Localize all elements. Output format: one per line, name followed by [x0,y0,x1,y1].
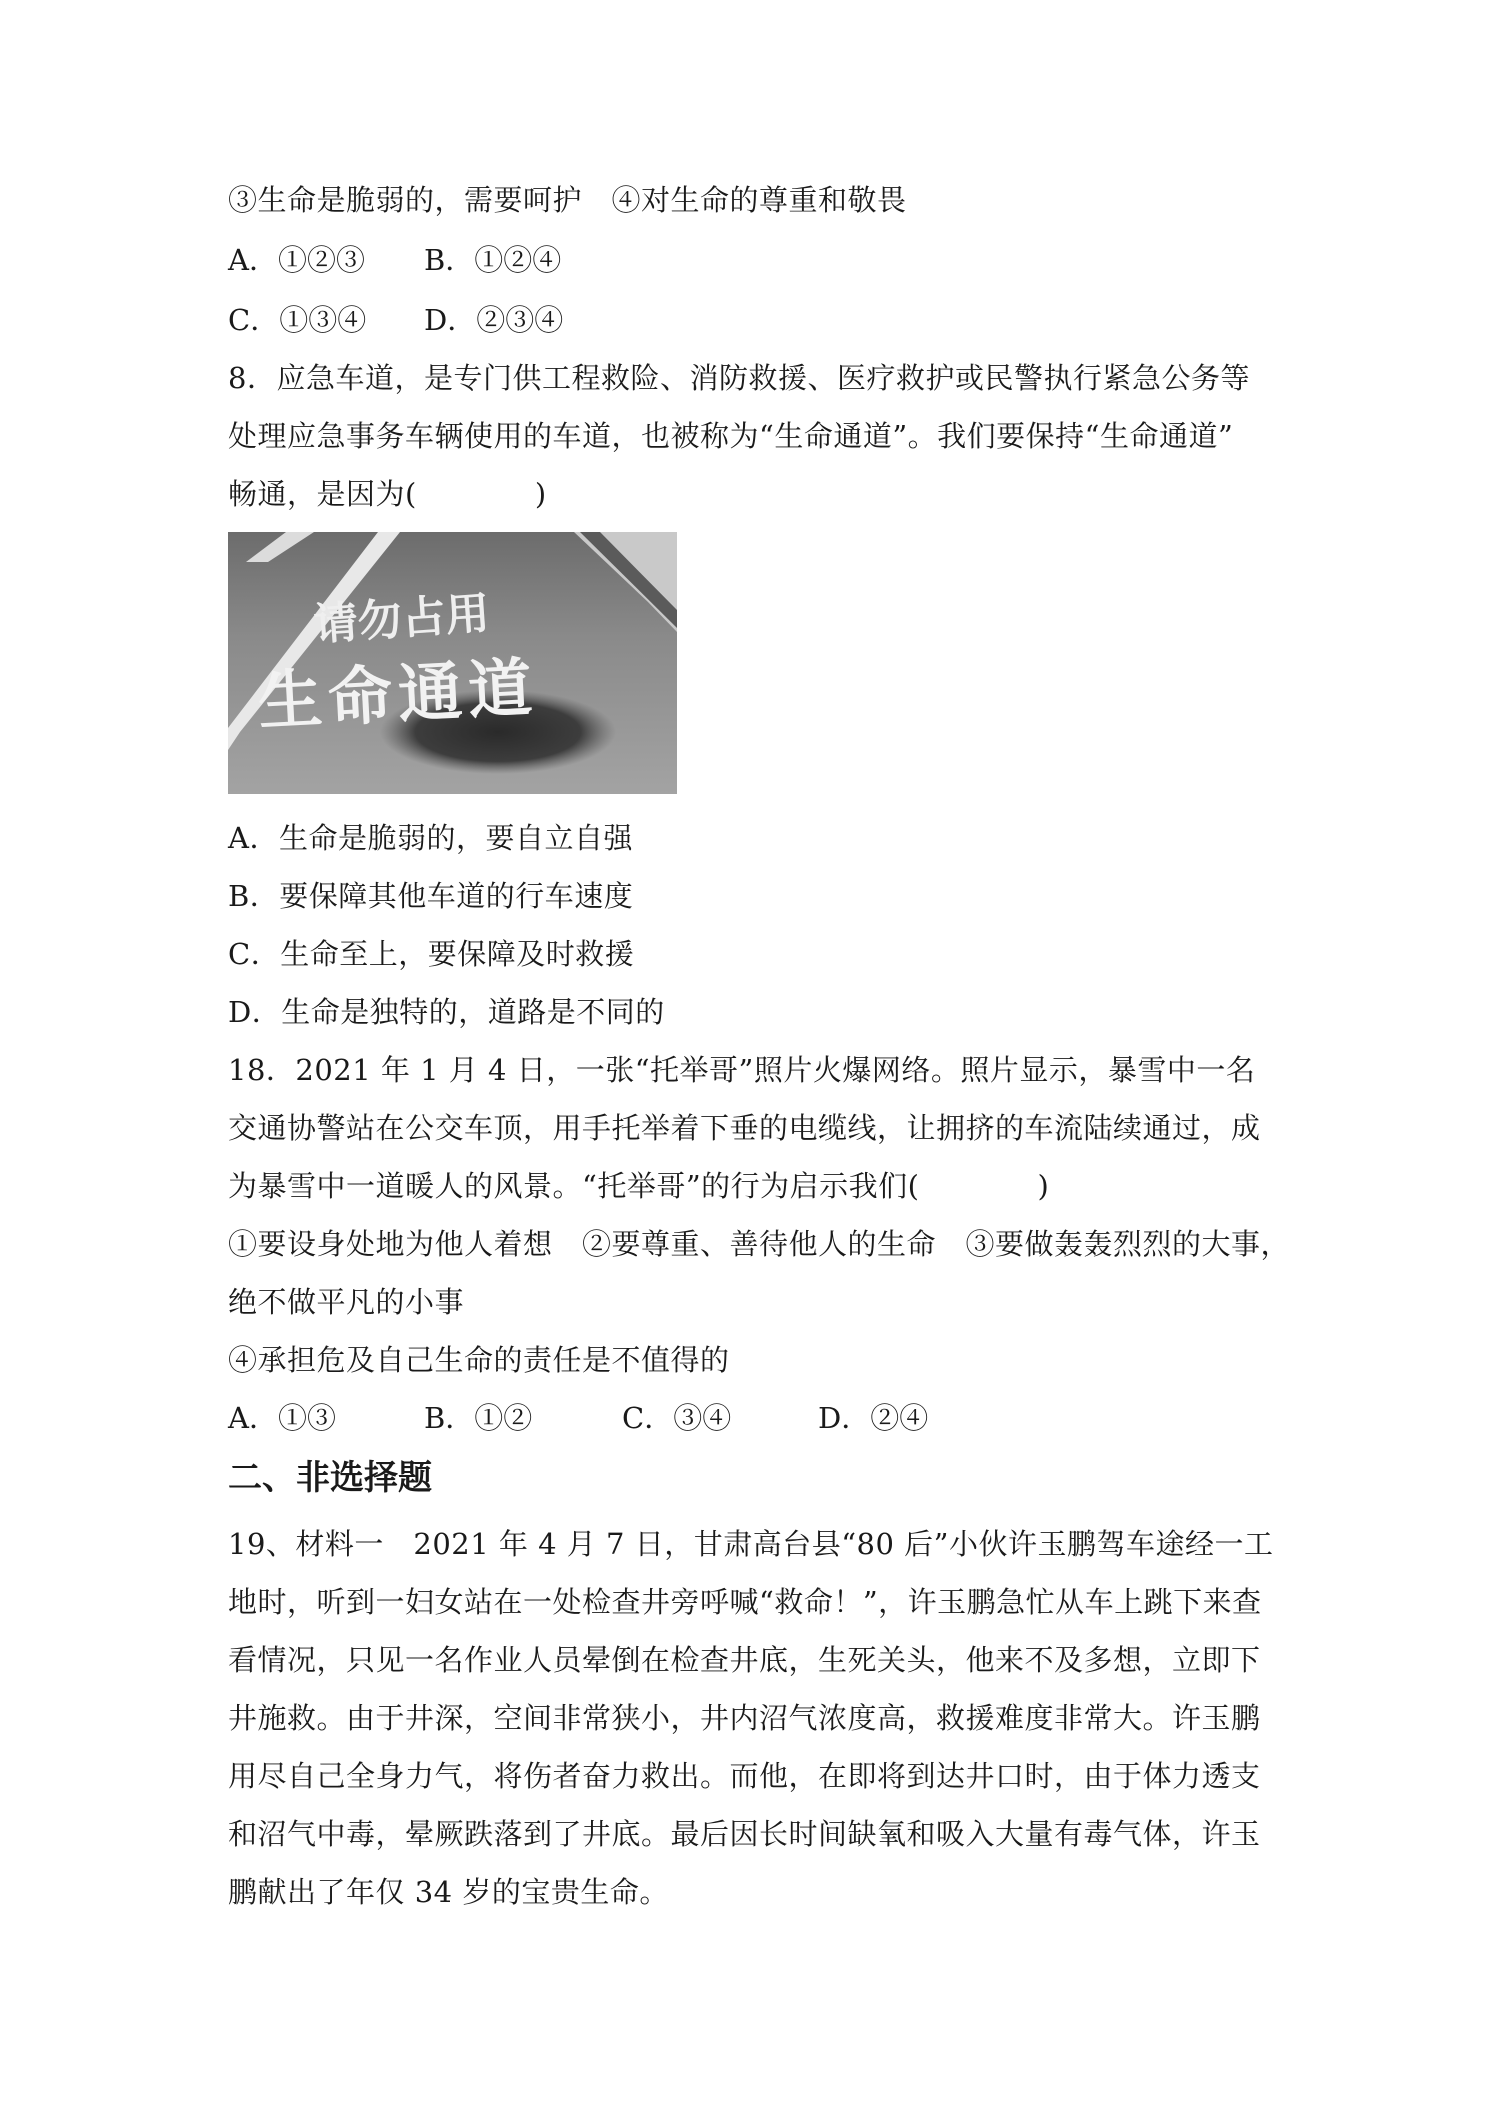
q8-option-d: D．生命是独特的，道路是不同的 [228,995,665,1029]
q18-statements-line-1: ①要设身处地为他人着想 ②要尊重、善待他人的生命 ③要做轰轰烈烈的大事， [228,1227,1291,1261]
q19-line-4: 井施救。由于井深，空间非常狭小，井内沼气浓度高，救援难度非常大。许玉鹏 [228,1701,1261,1735]
section-heading: 二、非选择题 [228,1458,432,1498]
q18-statements-line-3: ④承担危及自己生命的责任是不值得的 [228,1343,730,1377]
q18-option-c: C．③④ [622,1401,732,1435]
q7-statement-line: ③生命是脆弱的，需要呵护 ④对生命的尊重和敬畏 [228,183,907,217]
q7-option-b: B．①②④ [424,243,562,277]
q19-line-1: 19、材料一 2021 年 4 月 7 日，甘肃高台县“80 后”小伙许玉鹏驾车途经一工 [228,1527,1274,1561]
road-marking-top-text: 请勿占用 [312,587,492,651]
q18-stem-line-3: 为暴雪中一道暖人的风景。“托举哥”的行为启示我们( ) [228,1169,1050,1203]
q19-line-5: 用尽自己全身力气，将伤者奋力救出。而他，在即将到达井口时，由于体力透支 [228,1759,1261,1793]
q18-statements-line-2: 绝不做平凡的小事 [228,1285,465,1319]
q8-option-a: A．生命是脆弱的，要自立自强 [228,821,633,855]
q7-option-c: C．①③④ [228,303,367,337]
q19-line-6: 和沼气中毒，晕厥跌落到了井底。最后因长时间缺氧和吸入大量有毒气体，许玉 [228,1817,1261,1851]
q18-stem-line-2: 交通协警站在公交车顶，用手托举着下垂的电缆线，让拥挤的车流陆续通过，成 [228,1111,1261,1145]
q18-option-b: B．①② [424,1401,533,1435]
q19-line-2: 地时，听到一妇女站在一处检查井旁呼喊“救命！”，许玉鹏急忙从车上跳下来查 [228,1585,1262,1619]
q18-option-d: D．②④ [818,1401,929,1435]
q8-option-c: C．生命至上，要保障及时救援 [228,937,635,971]
emergency-lane-photo [228,532,677,794]
q7-option-a: A．①②③ [228,243,365,277]
q8-option-b: B．要保障其他车道的行车速度 [228,879,634,913]
q18-option-a: A．①③ [228,1401,336,1435]
q8-stem-line-1: 8．应急车道，是专门供工程救险、消防救援、医疗救护或民警执行紧急公务等 [228,361,1250,395]
road-marking-main-text: 生命通道 [256,651,540,740]
q18-stem-line-1: 18．2021 年 1 月 4 日，一张“托举哥”照片火爆网络。照片显示，暴雪中一名 [228,1053,1256,1087]
q8-stem-line-2: 处理应急事务车辆使用的车道，也被称为“生命通道”。我们要保持“生命通道” [228,419,1234,453]
q19-line-7: 鹏献出了年仅 34 岁的宝贵生命。 [228,1875,669,1909]
q7-option-d: D．②③④ [424,303,564,337]
q8-stem-line-3: 畅通，是因为( ) [228,477,547,511]
q19-line-3: 看情况，只见一名作业人员晕倒在检查井底，生死关头，他来不及多想，立即下 [228,1643,1261,1677]
